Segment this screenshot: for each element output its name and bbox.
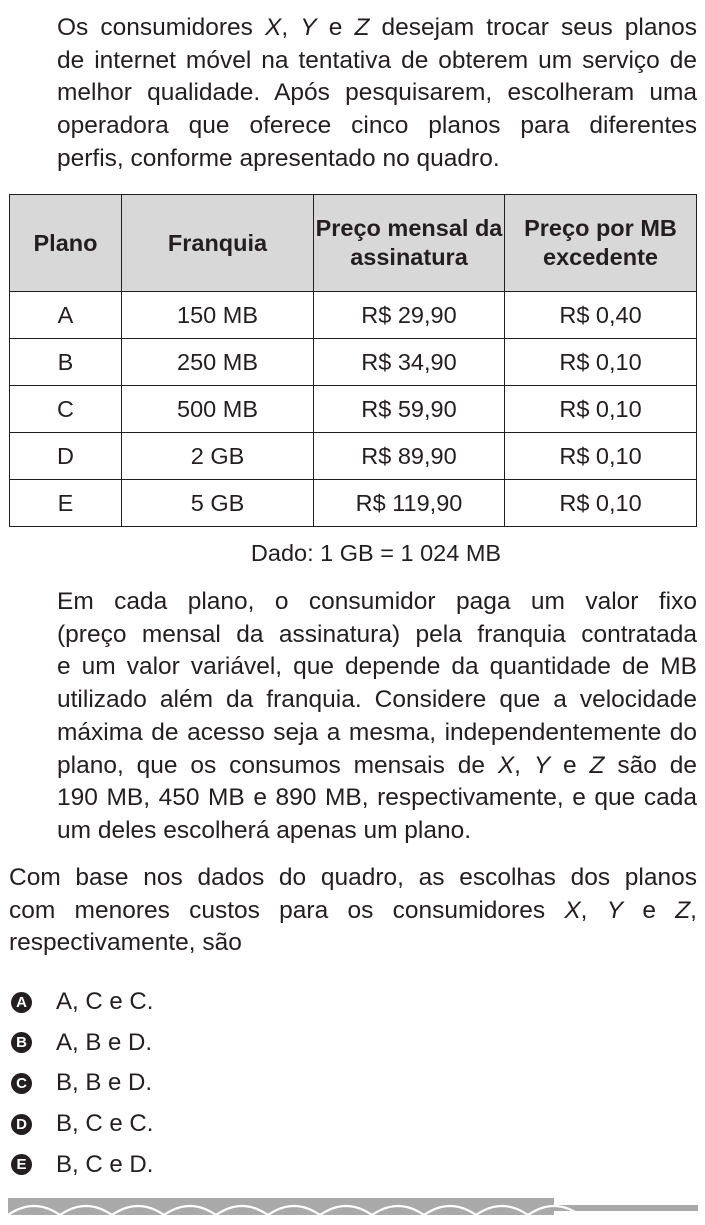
option-text: B, B e D. [56,1069,153,1097]
table-row [10,292,697,339]
table-cell: 500 MB [122,386,314,433]
table-header-row [10,195,697,292]
column-header: Preço por MB excedente [505,195,697,292]
option-letter-badge: C [11,1073,32,1094]
table-cell: 2 GB [122,433,314,480]
intro-paragraph [9,12,697,176]
plans-table [9,194,697,527]
table-row [10,480,697,527]
option-text: A, B e D. [56,1028,153,1056]
column-header: Plano [10,195,122,292]
table-cell: E [10,480,122,527]
option-text: A, C e C. [56,988,154,1016]
question-line: com menores custos para os consumidores X, Y e Z, [9,896,697,924]
option-letter-badge: D [11,1114,32,1135]
table-cell: B [10,339,122,386]
question-line: respectivamente, são [9,929,242,957]
table-cell: 250 MB [122,339,314,386]
table-row [10,386,697,433]
intro-line: Os consumidores X, Y e Z desejam trocar seus planos [57,14,697,41]
body-line: e um valor variável, que depende da quantidade de MB [57,653,697,681]
table-cell: R$ 0,10 [505,339,697,386]
body-line: (preço mensal da assinatura) pela franquia contratada [57,620,697,648]
table-body [10,292,697,527]
table-cell: R$ 34,90 [314,339,505,386]
body-line: máxima de acesso seja a mesma, independentemente do [57,718,697,746]
option-text: B, C e D. [56,1150,154,1178]
question-paragraph [9,862,697,960]
answer-options [11,982,611,1185]
table-cell: A [10,292,122,339]
answer-option[interactable] [11,1023,611,1064]
intro-line: de internet móvel na tentativa de obterem um serviço de [57,46,697,74]
table-cell: R$ 0,10 [505,386,697,433]
option-text: B, C e C. [56,1110,154,1138]
answer-option[interactable] [11,982,611,1023]
intro-line: operadora que oferece cinco planos para diferentes [57,112,697,140]
table-cell: R$ 0,10 [505,433,697,480]
option-letter-badge: E [11,1154,32,1175]
answer-option[interactable] [11,1104,611,1145]
intro-line: perfis, conforme apresentado no quadro. [57,144,500,172]
body-line: Em cada plano, o consumidor paga um valor fixo [57,588,697,615]
table-cell: R$ 29,90 [314,292,505,339]
option-letter-badge: B [11,1032,32,1053]
answer-option[interactable] [11,1144,611,1185]
intro-line: melhor qualidade. Após pesquisarem, escolheram uma [57,79,697,107]
answer-option[interactable] [11,1063,611,1104]
table-cell: R$ 0,10 [505,480,697,527]
body-line: utilizado além da franquia. Considere que a velocidade [57,686,697,714]
decorative-wave-rule [8,1195,698,1215]
option-letter-badge: A [11,992,32,1013]
table-row [10,339,697,386]
table-cell: 5 GB [122,480,314,527]
column-header: Preço mensal da assinatura [314,195,505,292]
body-paragraph [9,586,697,848]
column-header: Franquia [122,195,314,292]
conversion-note: Dado: 1 GB = 1 024 MB [250,540,502,566]
question-line: Com base nos dados do quadro, as escolhas dos planos [9,864,697,891]
table-cell: 150 MB [122,292,314,339]
table-cell: R$ 119,90 [314,480,505,527]
table-cell: D [10,433,122,480]
table-cell: R$ 59,90 [314,386,505,433]
table-cell: C [10,386,122,433]
body-line: um deles escolherá apenas um plano. [57,816,472,844]
body-line: 190 MB, 450 MB e 890 MB, respectivamente, e que cada [57,784,697,812]
table-cell: R$ 89,90 [314,433,505,480]
table-cell: R$ 0,40 [505,292,697,339]
table-row [10,433,697,480]
body-line: plano, que os consumos mensais de X, Y e Z são de [57,751,697,779]
